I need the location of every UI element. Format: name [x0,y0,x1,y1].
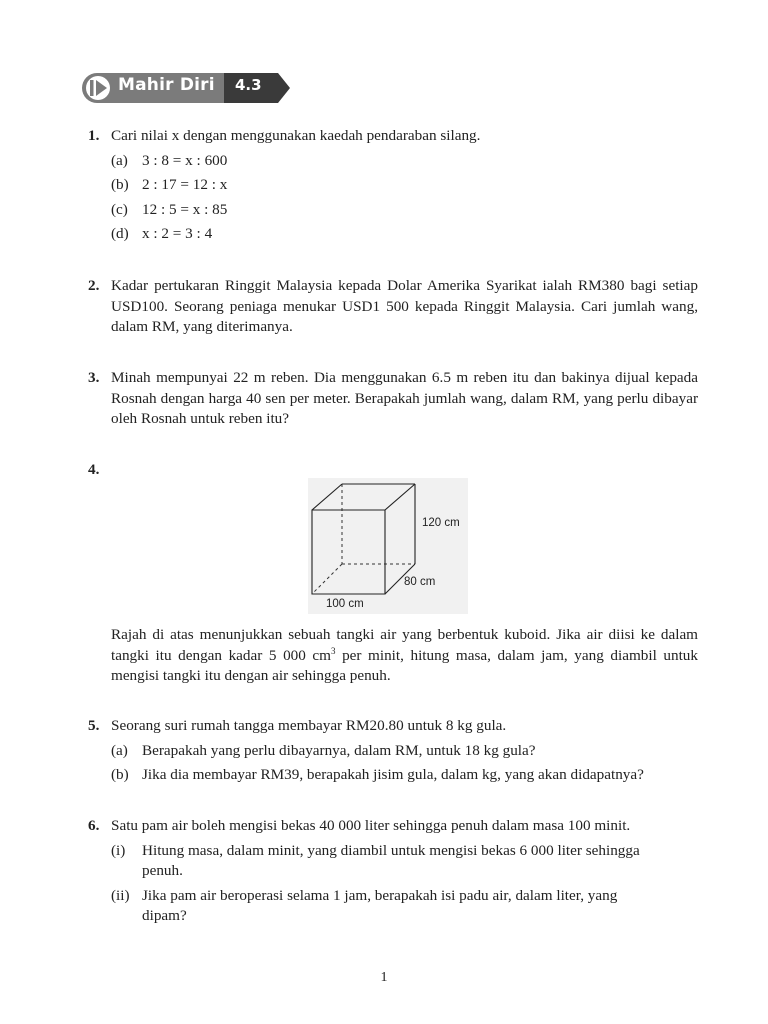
question-number: 5. [88,717,100,734]
sub-item-label: (a) [111,151,128,169]
question-number: 3. [88,369,100,386]
sub-item-label: (d) [111,225,129,242]
question-1 [88,126,698,245]
question-number: 4. [88,461,100,478]
question-3 [88,368,698,430]
width-label: 100 cm [326,598,364,610]
question-number: 2. [88,277,100,294]
cuboid-tank-figure [308,478,468,619]
question-text [111,625,698,687]
question-text: Minah mempunyai 22 m reben. Dia menggunakan 6.5 m reben itu dan bakinya dijual kepada Rosnah dengan harga 40 sen per meter. Berapakah jumlah wang, dalam RM, yang perlu dibayar oleh Rosnah untuk reben itu? [111,369,698,427]
sub-item [111,175,698,196]
sub-item-label: (b) [111,766,129,783]
sub-item-text: 12 : 5 = x : 85 [142,200,228,218]
question-2 [88,276,698,338]
sub-item [111,841,648,882]
sub-item-label: (ii) [111,886,130,904]
sub-item [111,765,698,786]
cuboid-diagram [308,478,468,614]
header-title: Mahir Diri [118,75,215,95]
sub-item-text: 2 : 17 = 12 : x [142,176,228,193]
section-header [82,72,292,104]
question-text: Seorang suri rumah tangga membayar RM20.80 untuk 8 kg gula. [111,717,507,734]
sub-item-label: (b) [111,176,129,193]
cubic-superscript: 3 [331,645,336,656]
question-number: 1. [88,127,100,144]
depth-label: 80 cm [404,576,436,588]
question-5 [88,716,698,786]
height-label: 120 cm [422,517,460,529]
sub-item-text: Berapakah yang perlu dibayarnya, dalam RM, untuk 18 kg gula? [142,741,536,759]
question-text-part-2: per minit, hitung masa, dalam jam, yang diambil untuk mengisi tangki itu dengan air sehingga penuh. [111,646,698,684]
sub-item-label: (c) [111,200,128,218]
page-number: 1 [380,970,388,985]
sub-item [111,886,648,927]
sub-item-text: Hitung masa, dalam minit, yang diambil untuk mengisi bekas 6 000 liter sehingga penuh. [142,841,640,879]
sub-item [111,741,698,762]
sub-item-label: (i) [111,841,126,859]
sub-item-text: 3 : 8 = x : 600 [142,151,228,169]
sub-item-text: Jika dia membayar RM39, berapakah jisim gula, dalam kg, yang akan didapatnya? [142,766,644,783]
header-section-number: 4.3 [235,76,262,94]
question-text: Satu pam air boleh mengisi bekas 40 000 liter sehingga penuh dalam masa 100 minit. [111,817,631,834]
question-4-text [88,625,698,687]
question-text: Kadar pertukaran Ringgit Malaysia kepada Dolar Amerika Syarikat ialah RM380 bagi setiap USD100. Seorang peniaga menukar USD1 500 kepada Ringgit Malaysia. Cari jumlah wang, dalam RM, yang diterimanya. [111,277,698,335]
sub-item-text: x : 2 = 3 : 4 [142,225,213,242]
question-6 [88,816,698,927]
sub-item [111,151,698,172]
question-number: 6. [88,817,100,834]
sub-item [111,224,698,245]
question-text-part-1: Rajah di atas menunjukkan sebuah tangki air yang berbentuk kuboid. Jika air diisi ke dalam tangki itu dengan kadar 5 000 cm [111,626,698,664]
sub-item-label: (a) [111,741,128,759]
sub-item [111,200,698,221]
sub-item-text: Jika pam air beroperasi selama 1 jam, berapakah isi padu air, dalam liter, yang dipam? [142,886,618,924]
question-text: Cari nilai x dengan menggunakan kaedah pendaraban silang. [111,127,481,144]
